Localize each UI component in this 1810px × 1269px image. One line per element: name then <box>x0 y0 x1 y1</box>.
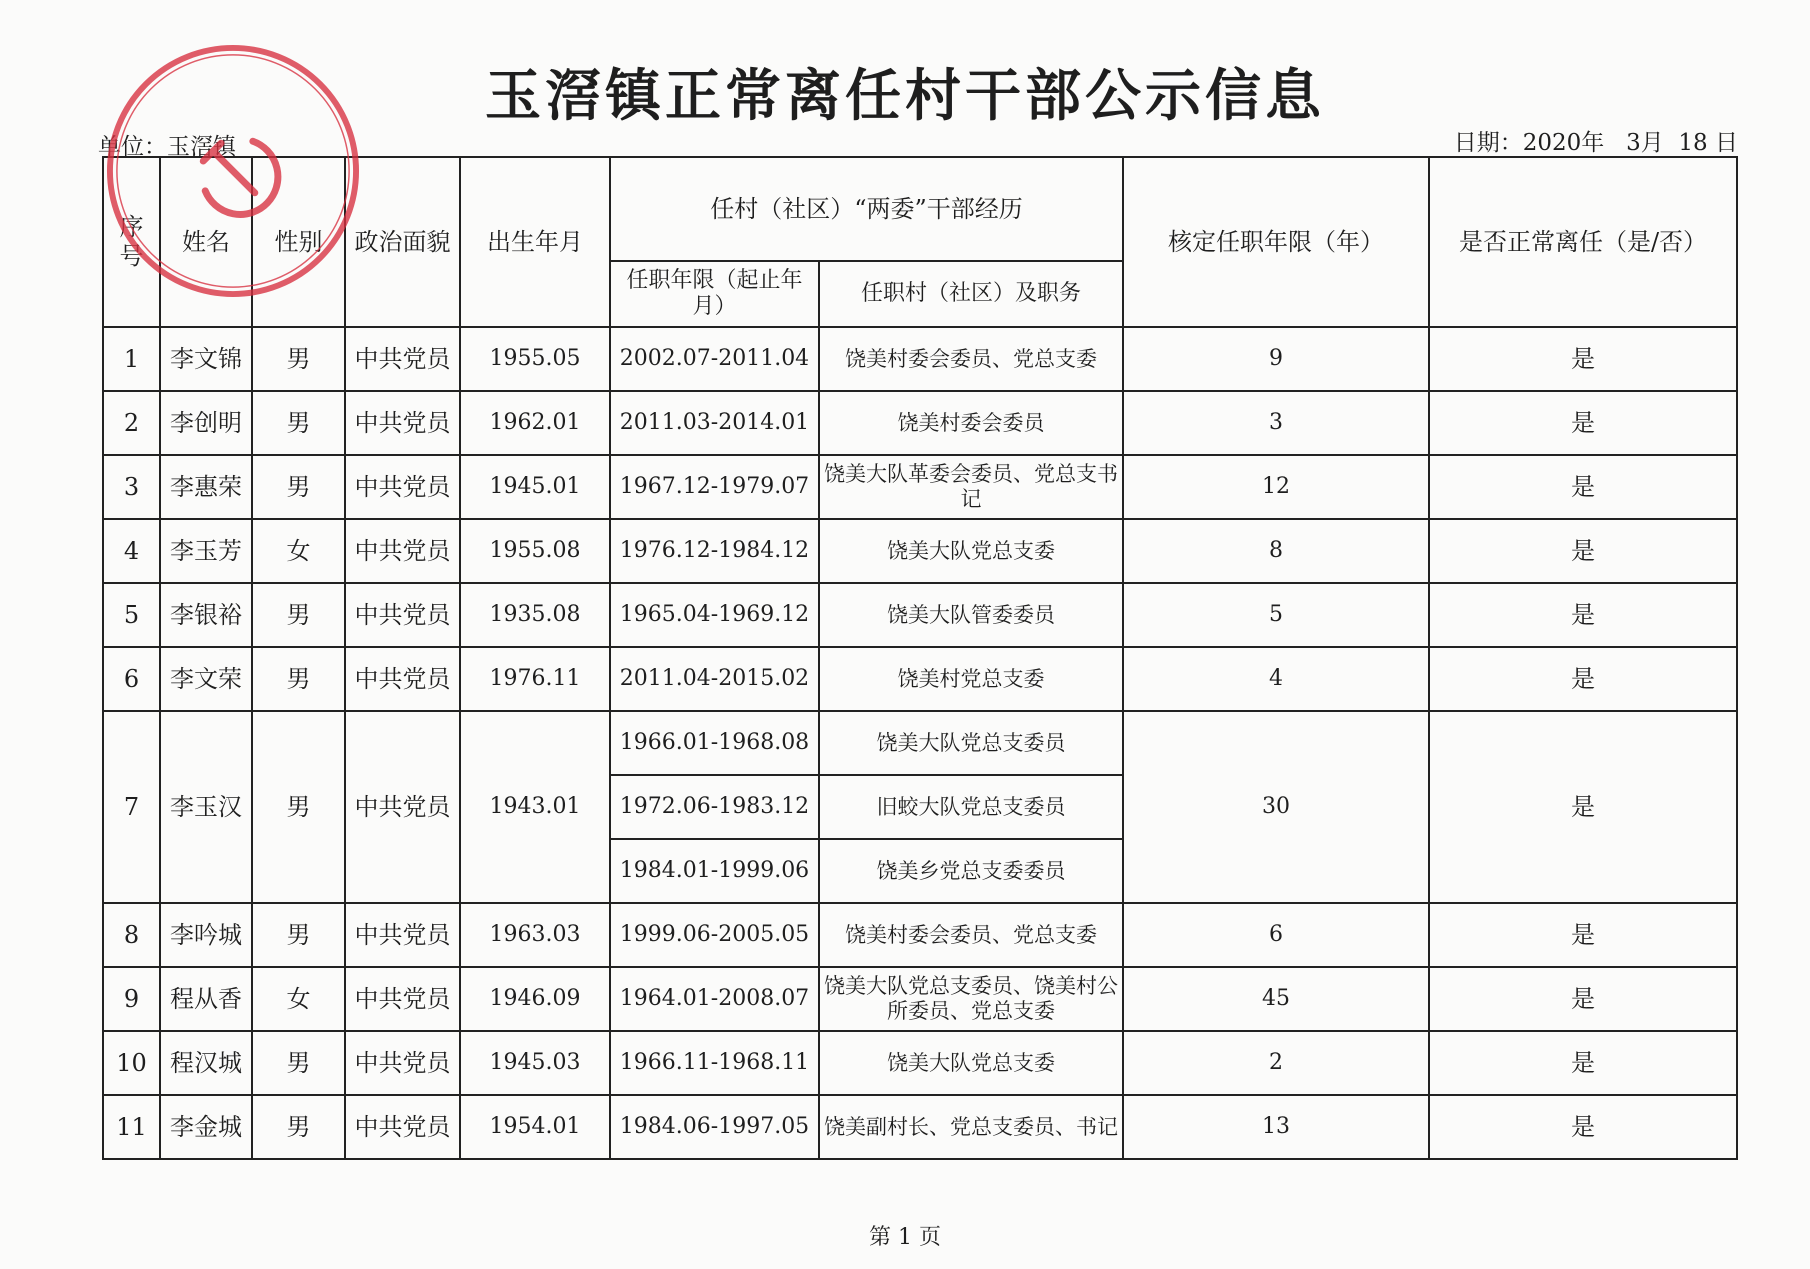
cell-birth: 1945.01 <box>460 455 610 519</box>
cell-political: 中共党员 <box>345 1095 460 1159</box>
cell-gender: 男 <box>252 583 345 647</box>
table-row <box>103 1095 1737 1159</box>
cell-birth: 1962.01 <box>460 391 610 455</box>
cell-gender: 男 <box>252 1031 345 1095</box>
cell-political: 中共党员 <box>345 903 460 967</box>
cell-seq: 10 <box>103 1031 160 1095</box>
cell-seq: 5 <box>103 583 160 647</box>
cell-seq: 3 <box>103 455 160 519</box>
cell-years: 8 <box>1123 519 1429 583</box>
cell-political: 中共党员 <box>345 391 460 455</box>
cell-normal: 是 <box>1429 519 1737 583</box>
cell-seq: 4 <box>103 519 160 583</box>
cell-name: 李银裕 <box>160 583 252 647</box>
cell-political: 中共党员 <box>345 967 460 1031</box>
cell-political: 中共党员 <box>345 455 460 519</box>
cell-seq: 1 <box>103 327 160 391</box>
header-normal: 是否正常离任（是/否） <box>1429 157 1737 327</box>
cell-birth: 1946.09 <box>460 967 610 1031</box>
cell-term: 2002.07-2011.04 <box>610 327 819 391</box>
cell-post: 饶美大队革委会委员、党总支书记 <box>819 455 1123 519</box>
table-body <box>103 327 1737 1159</box>
cell-name: 程汉城 <box>160 1031 252 1095</box>
cell-post: 饶美大队党总支委员、饶美村公所委员、党总支委 <box>819 967 1123 1031</box>
page-number: 第 1 页 <box>869 1225 941 1250</box>
cell-post: 饶美大队党总支委 <box>819 519 1123 583</box>
cell-political: 中共党员 <box>345 711 460 903</box>
cell-name: 李创明 <box>160 391 252 455</box>
cell-gender: 男 <box>252 455 345 519</box>
cell-post: 饶美副村长、党总支委员、书记 <box>819 1095 1123 1159</box>
cell-normal: 是 <box>1429 1095 1737 1159</box>
cell-term: 1984.06-1997.05 <box>610 1095 819 1159</box>
cell-seq: 2 <box>103 391 160 455</box>
cell-name: 李惠荣 <box>160 455 252 519</box>
cell-years: 45 <box>1123 967 1429 1031</box>
cell-birth: 1935.08 <box>460 583 610 647</box>
header-name: 姓名 <box>160 157 252 327</box>
cell-years: 30 <box>1123 711 1429 903</box>
cadre-table <box>102 156 1738 1160</box>
table-row <box>103 967 1737 1031</box>
cell-post: 饶美乡党总支委委员 <box>819 839 1123 903</box>
cell-term: 1967.12-1979.07 <box>610 455 819 519</box>
cell-post: 饶美村委会委员、党总支委 <box>819 327 1123 391</box>
cell-gender: 男 <box>252 647 345 711</box>
cell-normal: 是 <box>1429 327 1737 391</box>
cell-name: 程从香 <box>160 967 252 1031</box>
cell-years: 9 <box>1123 327 1429 391</box>
cell-name: 李文锦 <box>160 327 252 391</box>
cell-political: 中共党员 <box>345 1031 460 1095</box>
table-row <box>103 583 1737 647</box>
cell-years: 2 <box>1123 1031 1429 1095</box>
table-row <box>103 711 1737 775</box>
cell-term: 1964.01-2008.07 <box>610 967 819 1031</box>
cell-name: 李吟城 <box>160 903 252 967</box>
cell-birth: 1963.03 <box>460 903 610 967</box>
table-row <box>103 455 1737 519</box>
table-row <box>103 1031 1737 1095</box>
page-title: 玉滘镇正常离任村干部公示信息 <box>485 64 1325 129</box>
cell-birth: 1943.01 <box>460 711 610 903</box>
header-birth: 出生年月 <box>460 157 610 327</box>
cell-gender: 男 <box>252 327 345 391</box>
cell-seq: 6 <box>103 647 160 711</box>
cell-gender: 女 <box>252 519 345 583</box>
table-row <box>103 647 1737 711</box>
cell-normal: 是 <box>1429 967 1737 1031</box>
cell-term: 1999.06-2005.05 <box>610 903 819 967</box>
header-experience: 任村（社区）“两委”干部经历 <box>610 157 1123 261</box>
cell-normal: 是 <box>1429 711 1737 903</box>
cell-political: 中共党员 <box>345 327 460 391</box>
cell-political: 中共党员 <box>345 519 460 583</box>
cell-post: 饶美大队党总支委 <box>819 1031 1123 1095</box>
cell-birth: 1955.08 <box>460 519 610 583</box>
cell-term: 1976.12-1984.12 <box>610 519 819 583</box>
cell-seq: 7 <box>103 711 160 903</box>
cell-name: 李玉芳 <box>160 519 252 583</box>
cell-post: 饶美村委会委员 <box>819 391 1123 455</box>
cell-post: 饶美大队管委委员 <box>819 583 1123 647</box>
cell-years: 5 <box>1123 583 1429 647</box>
cell-term: 2011.04-2015.02 <box>610 647 819 711</box>
cell-name: 李文荣 <box>160 647 252 711</box>
cell-term: 1966.11-1968.11 <box>610 1031 819 1095</box>
cell-normal: 是 <box>1429 391 1737 455</box>
cell-gender: 男 <box>252 903 345 967</box>
cell-normal: 是 <box>1429 647 1737 711</box>
cell-seq: 8 <box>103 903 160 967</box>
cell-normal: 是 <box>1429 903 1737 967</box>
cell-term: 1984.01-1999.06 <box>610 839 819 903</box>
header-gender: 性别 <box>252 157 345 327</box>
cell-normal: 是 <box>1429 455 1737 519</box>
cell-years: 3 <box>1123 391 1429 455</box>
cell-birth: 1945.03 <box>460 1031 610 1095</box>
header-post: 任职村（社区）及职务 <box>819 261 1123 327</box>
cell-post: 旧蛟大队党总支委员 <box>819 775 1123 839</box>
cell-years: 6 <box>1123 903 1429 967</box>
header-years: 核定任职年限（年） <box>1123 157 1429 327</box>
cell-normal: 是 <box>1429 1031 1737 1095</box>
date-label: 日期：2020年 3月 18 日 <box>1453 130 1738 156</box>
cell-gender: 男 <box>252 1095 345 1159</box>
table-row <box>103 903 1737 967</box>
header-seq: 序号 <box>103 157 160 327</box>
cell-gender: 女 <box>252 967 345 1031</box>
cell-post: 饶美大队党总支委员 <box>819 711 1123 775</box>
cell-seq: 11 <box>103 1095 160 1159</box>
cell-political: 中共党员 <box>345 647 460 711</box>
cell-birth: 1976.11 <box>460 647 610 711</box>
cell-term: 1965.04-1969.12 <box>610 583 819 647</box>
header-term: 任职年限（起止年月） <box>610 261 819 327</box>
cell-name: 李金城 <box>160 1095 252 1159</box>
cell-normal: 是 <box>1429 583 1737 647</box>
table-row <box>103 391 1737 455</box>
cell-seq: 9 <box>103 967 160 1031</box>
table-row <box>103 327 1737 391</box>
cell-term: 2011.03-2014.01 <box>610 391 819 455</box>
cell-gender: 男 <box>252 711 345 903</box>
cell-birth: 1954.01 <box>460 1095 610 1159</box>
cell-years: 13 <box>1123 1095 1429 1159</box>
unit-label: 单位：玉滘镇 <box>98 134 236 160</box>
cell-gender: 男 <box>252 391 345 455</box>
cell-political: 中共党员 <box>345 583 460 647</box>
table-header <box>103 157 1737 327</box>
cell-term: 1966.01-1968.08 <box>610 711 819 775</box>
header-political: 政治面貌 <box>345 157 460 327</box>
cell-years: 4 <box>1123 647 1429 711</box>
table-row <box>103 519 1737 583</box>
cell-birth: 1955.05 <box>460 327 610 391</box>
cell-name: 李玉汉 <box>160 711 252 903</box>
cell-years: 12 <box>1123 455 1429 519</box>
cell-term: 1972.06-1983.12 <box>610 775 819 839</box>
cell-post: 饶美村党总支委 <box>819 647 1123 711</box>
cell-post: 饶美村委会委员、党总支委 <box>819 903 1123 967</box>
